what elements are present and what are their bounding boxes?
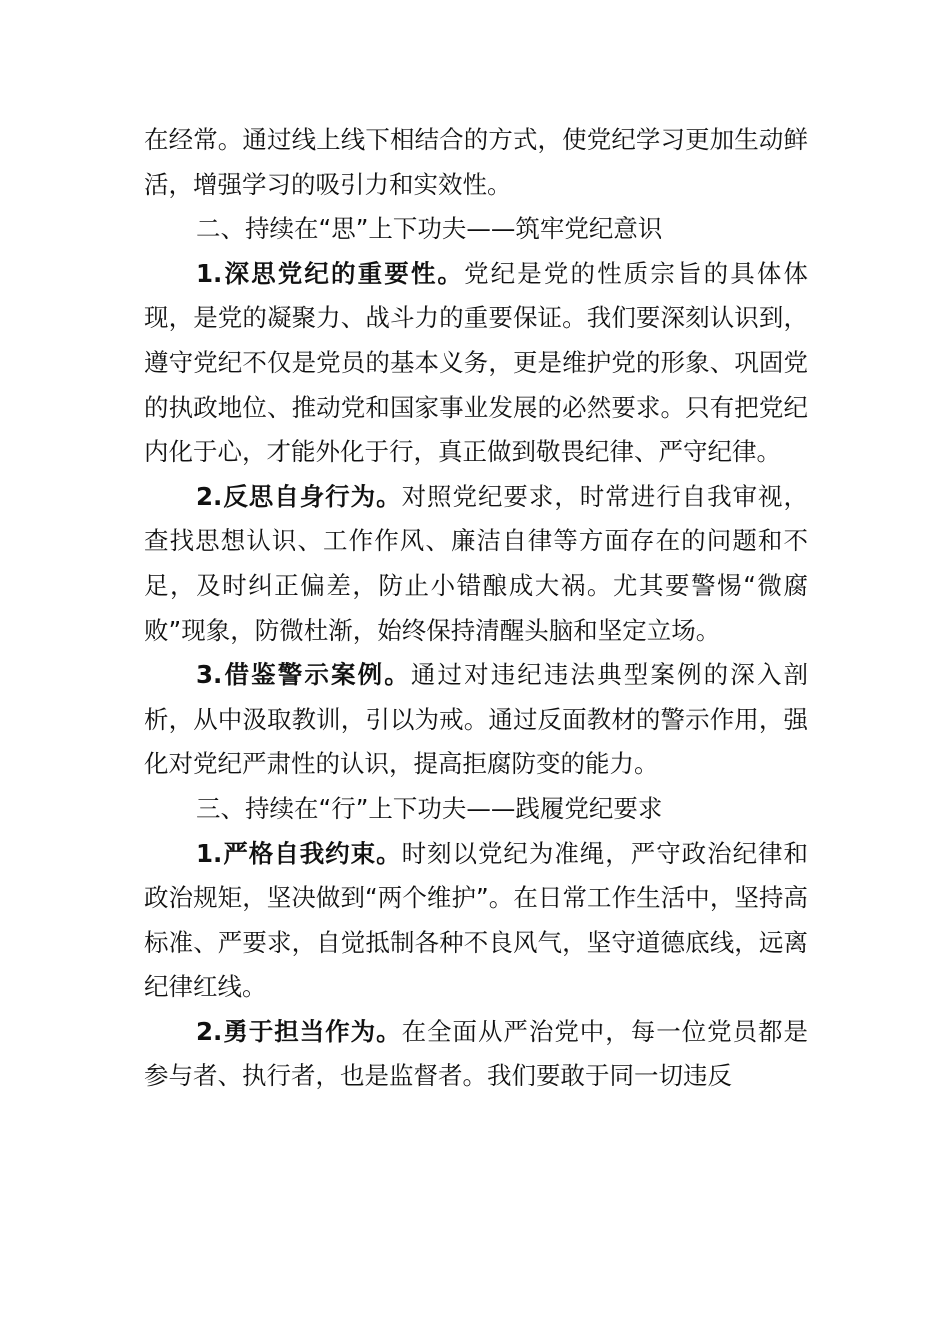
section-heading-2 (144, 207, 808, 252)
paragraph-text: 党纪是党的性质宗旨的具体体现，是党的凝聚力、战斗力的重要保证。我们要深刻认识到，遵守党纪不仅是党员的基本义务，更是维护党的形象、巩固党的执政地位、推动党和国家事业发展的必然要求。只有把党纪内化于心，才能外化于行，真正做到敬畏纪律、严守纪律。 (144, 258, 809, 467)
paragraph-text: 在经常。通过线上线下相结合的方式，使党纪学习更加生动鲜活，增强学习的吸引力和实效性。 (144, 125, 808, 199)
paragraph-text: 通过对违纪违法典型案例的深入剖析，从中汲取教训，引以为戒。通过反面教材的警示作用，强化对党纪严肃性的认识，提高拒腐防变的能力。 (144, 660, 809, 779)
paragraph-item-2-3 (144, 653, 808, 787)
paragraph-text: 在全面从严治党中，每一位党员都是参与者、执行者，也是监督者。我们要敢于同一切违反 (144, 1016, 809, 1091)
document-body (144, 118, 808, 1099)
paragraph-item-2-1 (144, 252, 808, 475)
paragraph-lead: 1.严格自我约束。 (196, 838, 402, 868)
paragraph-lead: 2.勇于担当作为。 (196, 1016, 402, 1046)
paragraph-lead: 1.深思党纪的重要性。 (196, 258, 465, 288)
paragraph-item-3-1 (144, 832, 808, 1010)
paragraph-item-3-2 (144, 1010, 808, 1099)
paragraph-lead: 2.反思自身行为。 (196, 481, 402, 511)
paragraph-text: 时刻以党纪为准绳，严守政治纪律和政治规矩，坚决做到“两个维护”。在日常工作生活中，坚持高标准、严要求，自觉抵制各种不良风气，坚守道德底线，远离纪律红线。 (144, 838, 809, 1002)
paragraph-continuation (144, 118, 808, 207)
paragraph-lead: 3.借鉴警示案例。 (196, 660, 411, 690)
paragraph-item-2-2 (144, 475, 808, 653)
paragraph-text: 对照党纪要求，时常进行自我审视，查找思想认识、工作作风、廉洁自律等方面存在的问题和不足，及时纠正偏差，防止小错酿成大祸。尤其要警惕“微腐败”现象，防微杜渐，始终保持清醒头脑和坚定立场。 (144, 481, 809, 645)
heading-text: 二、持续在“思”上下功夫——筑牢党纪意识 (196, 214, 663, 244)
section-heading-3 (144, 787, 808, 832)
heading-text: 三、持续在“行”上下功夫——践履党纪要求 (196, 793, 663, 823)
